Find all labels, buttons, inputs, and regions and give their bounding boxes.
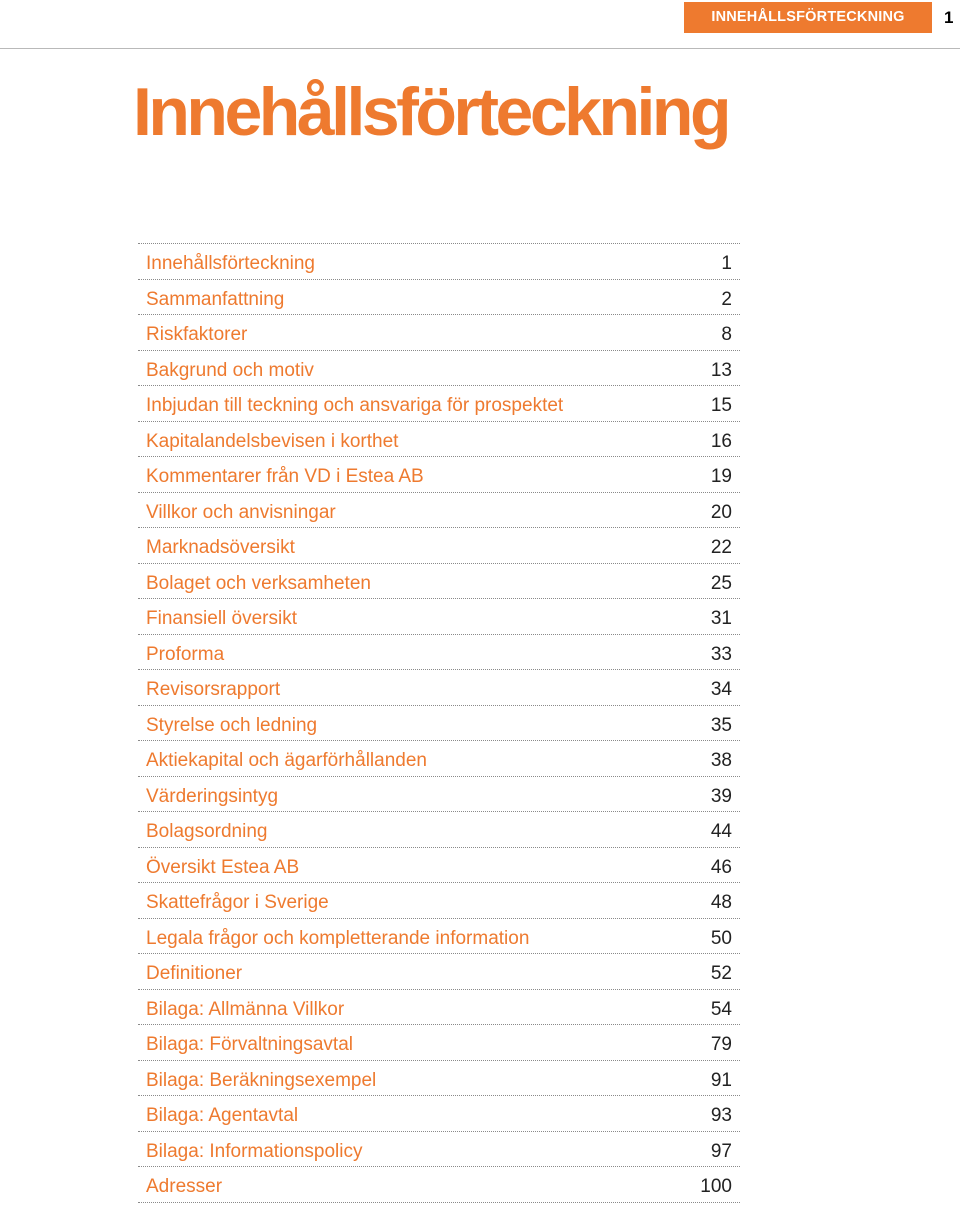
toc-entry[interactable] — [138, 635, 740, 671]
toc-entry[interactable] — [138, 280, 740, 316]
header-divider — [0, 48, 960, 49]
toc-entry-title: Bolagsordning — [146, 821, 268, 842]
page-title: Innehållsförteckning — [133, 74, 728, 150]
toc-entry-page: 25 — [710, 572, 732, 594]
toc-entry-page: 54 — [710, 998, 732, 1020]
section-tab: INNEHÅLLSFÖRTECKNING — [684, 2, 932, 33]
toc-entry-page: 44 — [710, 821, 732, 842]
toc-entry-title: Bilaga: Förvaltningsavtal — [146, 1034, 353, 1055]
toc-entry-title: Värderingsintyg — [146, 785, 279, 807]
toc-entry-page: 46 — [710, 856, 732, 878]
toc-entry[interactable] — [138, 315, 740, 351]
toc-entry[interactable] — [138, 599, 740, 635]
toc-entry[interactable] — [138, 848, 740, 884]
toc-entry[interactable] — [138, 1132, 740, 1168]
toc-entry-title: Bolaget och verksamheten — [146, 572, 371, 594]
toc-entry-title: Villkor och anvisningar — [146, 501, 336, 523]
toc-entry-title: Bilaga: Beräkningsexempel — [146, 1069, 377, 1091]
toc-entry-title: Finansiell översikt — [146, 608, 297, 629]
toc-entry[interactable] — [138, 990, 740, 1026]
toc-entry-title: Bilaga: Allmänna Villkor — [146, 998, 345, 1020]
toc-entry[interactable] — [138, 777, 740, 813]
toc-entry-title: Proforma — [146, 643, 225, 665]
toc-entry-page: 19 — [710, 466, 732, 487]
toc-entry-title: Inbjudan till teckning och ansvariga för prospektet — [146, 395, 564, 416]
toc-entry-title: Styrelse och ledning — [146, 714, 318, 736]
toc-entry[interactable] — [138, 528, 740, 564]
toc-entry[interactable] — [138, 741, 740, 777]
toc-entry-title: Bilaga: Informationspolicy — [146, 1140, 363, 1162]
toc-entry[interactable] — [138, 386, 740, 422]
page-number: 1 — [944, 8, 954, 27]
toc-entry[interactable] — [138, 954, 740, 990]
toc-entry-title: Adresser — [146, 1176, 223, 1197]
toc-entry[interactable] — [138, 1096, 740, 1132]
toc-entry-page: 38 — [710, 750, 732, 771]
toc-entry-page: 20 — [710, 501, 732, 523]
toc-entry-page: 15 — [710, 395, 732, 416]
toc-entry-page: 97 — [710, 1140, 732, 1162]
toc-entry-page: 33 — [710, 643, 732, 665]
toc-entry-page: 2 — [721, 288, 732, 310]
toc-entry-page: 52 — [710, 963, 732, 984]
toc-entry-page: 79 — [710, 1034, 732, 1055]
toc-entry[interactable] — [138, 1025, 740, 1061]
toc-entry-page: 93 — [710, 1105, 732, 1126]
toc-entry-page: 1 — [721, 253, 732, 274]
toc-entry-title: Aktiekapital och ägarförhållanden — [146, 750, 427, 771]
toc-entry-title: Revisorsrapport — [146, 679, 281, 700]
toc-entry-title: Definitioner — [146, 963, 243, 984]
toc-entry-title: Kapitalandelsbevisen i korthet — [146, 430, 399, 452]
toc-entry[interactable] — [138, 244, 740, 280]
toc-entry-title: Kommentarer från VD i Estea AB — [146, 466, 424, 487]
toc-entry-page: 48 — [710, 892, 732, 913]
toc-entry-page: 8 — [721, 324, 732, 345]
toc-entry[interactable] — [138, 1167, 740, 1203]
toc-entry[interactable] — [138, 883, 740, 919]
toc-entry-title: Skattefrågor i Sverige — [146, 892, 329, 913]
toc-entry-title: Översikt Estea AB — [146, 856, 300, 878]
toc-entry-page: 50 — [710, 927, 732, 949]
toc-entry-page: 13 — [710, 359, 732, 381]
toc-entry-title: Sammanfattning — [146, 288, 285, 310]
toc-entry-page: 16 — [710, 430, 732, 452]
toc-entry-page: 35 — [710, 714, 732, 736]
toc-entry-page: 31 — [710, 608, 732, 629]
toc-entry-page: 91 — [710, 1069, 732, 1091]
toc-entry-title: Bakgrund och motiv — [146, 359, 314, 381]
toc-entry[interactable] — [138, 706, 740, 742]
toc-entry[interactable] — [138, 457, 740, 493]
toc-entry[interactable] — [138, 1061, 740, 1097]
toc-entry-title: Marknadsöversikt — [146, 537, 295, 558]
toc-entry[interactable] — [138, 670, 740, 706]
table-of-contents — [138, 243, 740, 1203]
toc-entry-page: 39 — [710, 785, 732, 807]
toc-entry-page: 22 — [710, 537, 732, 558]
toc-entry-page: 34 — [710, 679, 732, 700]
toc-entry[interactable] — [138, 564, 740, 600]
toc-entry[interactable] — [138, 812, 740, 848]
toc-entry-title: Legala frågor och kompletterande information — [146, 927, 530, 949]
toc-entry[interactable] — [138, 919, 740, 955]
toc-entry[interactable] — [138, 493, 740, 529]
toc-entry[interactable] — [138, 422, 740, 458]
toc-entry-page: 100 — [700, 1176, 732, 1197]
toc-entry-title: Innehållsförteckning — [146, 253, 315, 274]
toc-entry-title: Riskfaktorer — [146, 324, 248, 345]
toc-entry-title: Bilaga: Agentavtal — [146, 1105, 299, 1126]
toc-entry[interactable] — [138, 351, 740, 387]
